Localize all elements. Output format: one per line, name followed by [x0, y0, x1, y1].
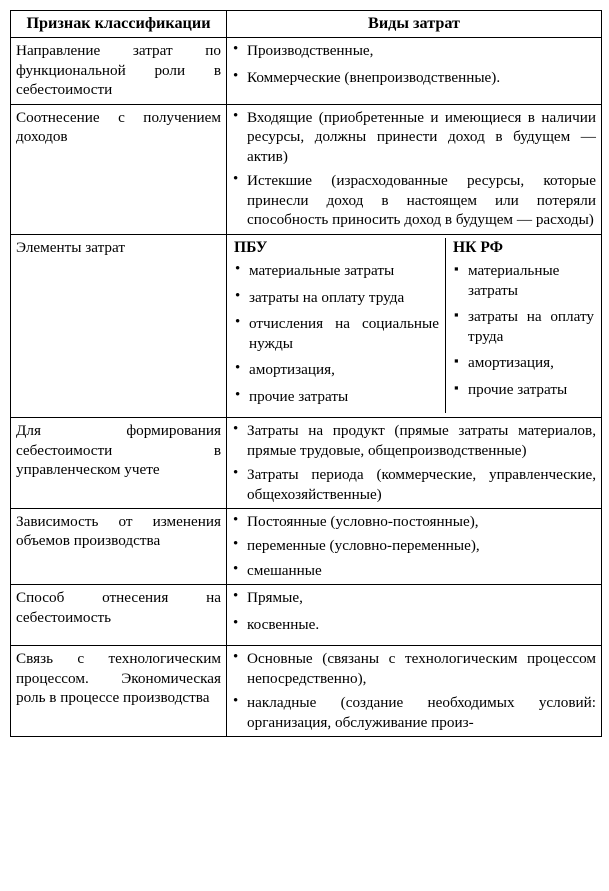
list-item: • Основные (связаны с технологическим процессом непосредственно),	[232, 649, 596, 688]
list-item: • материальные затраты	[234, 261, 439, 280]
table-row	[11, 585, 602, 646]
table-row	[11, 509, 602, 585]
subcolumn-title: ПБУ	[234, 238, 268, 256]
list-item: ▪ прочие затраты	[453, 380, 594, 399]
types-list	[232, 421, 596, 504]
types-list	[232, 649, 596, 732]
list-item: • Прямые,	[232, 588, 596, 607]
subcolumn-title: НК РФ	[453, 238, 503, 256]
list-item: • Постоянные (условно-постоянные),	[232, 512, 596, 531]
row-feature: Способ отнесения на себестоимость	[11, 585, 227, 646]
row-types	[227, 104, 602, 234]
row-feature: Направление затрат по функциональной роли в себестоимости	[11, 38, 227, 104]
row-feature: Связь с технологическим процессом. Экономическая роль в процессе производства	[11, 646, 227, 737]
list-item: • отчисления на социальные нужды	[234, 314, 439, 353]
list-item: • Производственные,	[232, 41, 596, 60]
subcolumn-list	[234, 261, 439, 406]
list-item: • смешанные	[232, 561, 596, 580]
types-list	[232, 108, 596, 230]
subcolumn-list	[453, 261, 594, 399]
row-feature: Для формирования себестоимости в управленческом учете	[11, 418, 227, 509]
types-list	[232, 41, 596, 87]
types-list	[232, 512, 596, 580]
row-feature: Соотнесение с получением доходов	[11, 104, 227, 234]
list-item: • Коммерческие (внепроизводственные).	[232, 68, 596, 87]
types-list	[232, 588, 596, 634]
header-types: Виды затрат	[227, 11, 602, 38]
row-types	[227, 646, 602, 737]
list-item: ▪ материальные затраты	[453, 261, 594, 300]
table-header	[11, 11, 602, 38]
table-row	[11, 38, 602, 104]
subcolumn-pbu	[232, 238, 446, 414]
table-row	[11, 646, 602, 737]
row-types	[227, 234, 602, 418]
classification-table	[10, 10, 602, 737]
elements-subtable	[232, 238, 596, 414]
table-header-row	[11, 11, 602, 38]
list-item: • затраты на оплату труда	[234, 288, 439, 307]
row-feature: Зависимость от изменения объемов производства	[11, 509, 227, 585]
row-types	[227, 418, 602, 509]
list-item: • Затраты периода (коммерческие, управленческие, общехозяйственные)	[232, 465, 596, 504]
list-item: ▪ затраты на оплату труда	[453, 307, 594, 346]
row-types	[227, 585, 602, 646]
table-body	[11, 38, 602, 737]
row-types	[227, 38, 602, 104]
list-item: • накладные (создание необходимых условий: организация, обслуживание произ-	[232, 693, 596, 732]
list-item: • прочие затраты	[234, 387, 439, 406]
table-row	[11, 234, 602, 418]
list-item: • косвенные.	[232, 615, 596, 634]
list-item: • амортизация,	[234, 360, 439, 379]
table-row	[11, 418, 602, 509]
list-item: • Истекшие (израсходованные ресурсы, которые принесли доход в настоящем или потеряли способность приносить доход в будущем — расходы)	[232, 171, 596, 229]
list-item: ▪ амортизация,	[453, 353, 594, 372]
list-item: • переменные (условно-переменные),	[232, 536, 596, 555]
list-item: • Затраты на продукт (прямые затраты материалов, прямые трудовые, общепроизводственные)	[232, 421, 596, 460]
row-feature: Элементы затрат	[11, 234, 227, 418]
list-item: • Входящие (приобретенные и имеющиеся в наличии ресурсы, должны принести доход в будущем — актив)	[232, 108, 596, 166]
header-feature: Признак классификации	[11, 11, 227, 38]
row-types	[227, 509, 602, 585]
subcolumn-nk-rf	[446, 238, 597, 414]
table-row	[11, 104, 602, 234]
